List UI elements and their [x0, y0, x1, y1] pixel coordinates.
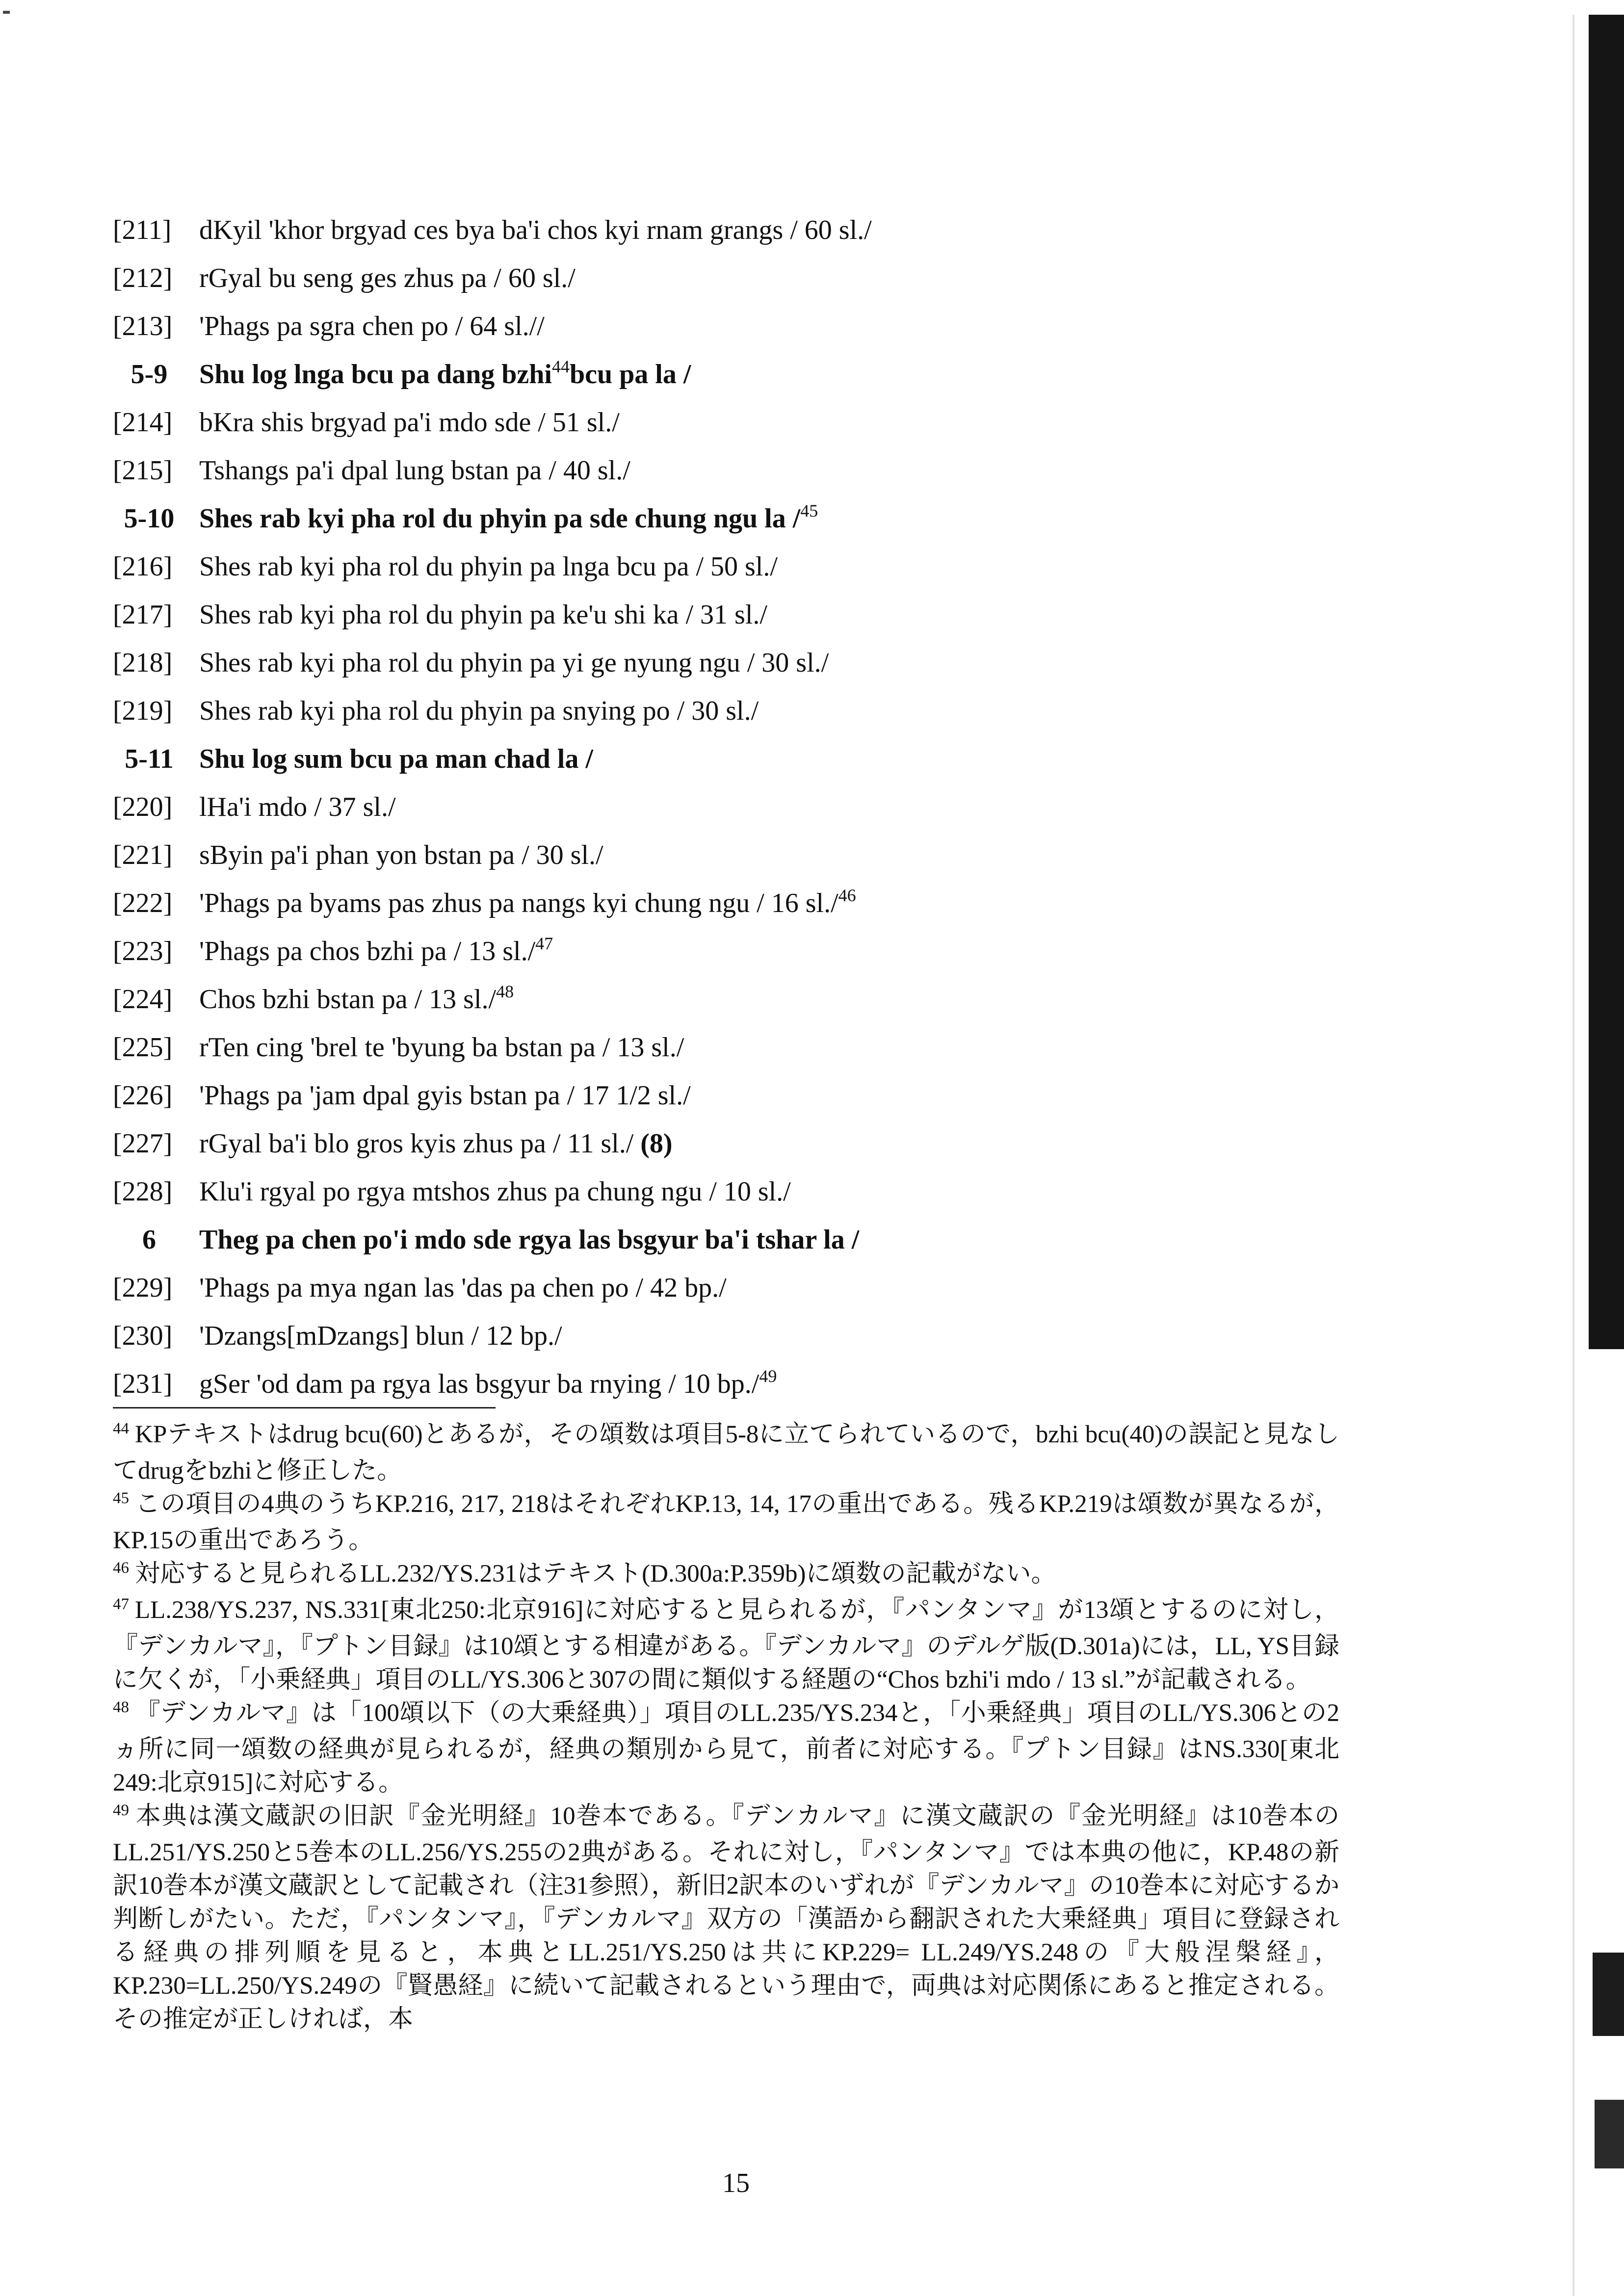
entry-text: 'Dzangs[mDzangs] blun / 12 bp./: [199, 1321, 562, 1351]
footnote-list: [113, 1418, 1339, 2036]
entry-number: [223]: [113, 936, 173, 966]
entry-text: gSer 'od dam pa rgya las bsgyur ba rnying / 10 bp./: [199, 1369, 760, 1399]
entry-title: [199, 206, 872, 254]
entry-text: 'Phags pa chos bzhi pa / 13 sl./: [199, 936, 536, 966]
entry-number: [217]: [113, 600, 173, 630]
entry-number: [225]: [113, 1032, 173, 1063]
entry-number: [216]: [113, 551, 173, 582]
entry-title: [199, 350, 691, 401]
entry-number: [218]: [113, 648, 173, 678]
entry-text: Tshangs pa'i dpal lung bstan pa / 40 sl./: [199, 455, 630, 486]
entry-text: bKra shis brgyad pa'i mdo sde / 51 sl./: [199, 407, 620, 438]
footnote-text: この項目の4典のうちKP.216, 217, 218はそれぞれKP.13, 14, 17の重出である。残るKP.219は頌数が異なるが，KP.15の重出であろう。: [113, 1490, 1339, 1554]
footnote: [113, 1696, 1339, 1800]
catalog-entry: [113, 1168, 1487, 1216]
catalog-entry: [113, 783, 1487, 831]
section-heading: [113, 495, 1487, 543]
entry-number: [226]: [113, 1080, 173, 1111]
entry-title: [199, 975, 514, 1026]
entry-title: [199, 1312, 562, 1360]
entry-title: [199, 1023, 684, 1071]
entry-title: [199, 1360, 777, 1411]
entry-number: [214]: [113, 407, 173, 438]
entry-mark: (8): [640, 1128, 673, 1159]
entry-text: rGyal bu seng ges zhus pa / 60 sl./: [199, 263, 576, 293]
entry-text: Chos bzhi bstan pa / 13 sl./: [199, 984, 497, 1015]
section-heading: [113, 350, 1487, 398]
entry-text: sByin pa'i phan yon bstan pa / 30 sl./: [199, 840, 603, 870]
footnote: [113, 1557, 1339, 1593]
entry-text: Theg pa chen po'i mdo sde rgya las bsgyur ba'i tshar la /: [199, 1225, 860, 1255]
footnote-number: 47: [113, 1595, 129, 1613]
section-heading: [113, 1216, 1487, 1264]
entry-number: [215]: [113, 455, 173, 486]
catalog-entry: [113, 398, 1487, 446]
entry-number: [212]: [113, 263, 173, 293]
scan-black-bar: [1595, 2100, 1624, 2168]
catalog-entry: [113, 975, 1487, 1023]
footnote-ref: 47: [535, 934, 553, 953]
entry-title: [199, 735, 593, 783]
footnote-ref: 45: [800, 501, 818, 521]
catalog-entry: [113, 1360, 1487, 1408]
scan-mark: [3, 11, 10, 14]
footnote-number: 48: [113, 1698, 129, 1716]
footnote-separator: [113, 1407, 496, 1409]
entry-text: Shes rab kyi pha rol du phyin pa sde chung ngu la /: [199, 503, 801, 534]
footnote-number: 49: [113, 1801, 129, 1819]
entry-text: rGyal ba'i blo gros kyis zhus pa / 11 sl./: [199, 1128, 641, 1159]
footnote-text: 対応すると見られるLL.232/YS.231はテキスト(D.300a:P.359b)に頌数の記載がない。: [135, 1560, 1056, 1588]
catalog-entry: [113, 543, 1487, 591]
entry-title: [199, 543, 778, 591]
entry-text: 'Phags pa byams pas zhus pa nangs kyi chung ngu / 16 sl./: [199, 888, 838, 918]
entry-title: [199, 495, 818, 546]
catalog-entry: [113, 1312, 1487, 1360]
entry-title: [199, 1264, 727, 1312]
entry-number: [213]: [113, 311, 173, 341]
entry-text: Shu log sum bcu pa man chad la /: [199, 744, 593, 774]
footnote-number: 46: [113, 1559, 129, 1577]
entry-title: [199, 1120, 673, 1168]
entry-title: [199, 446, 630, 495]
catalog-entry: [113, 1071, 1487, 1120]
entry-text: Shes rab kyi pha rol du phyin pa yi ge nyung ngu / 30 sl./: [199, 648, 829, 678]
entry-title: [199, 831, 603, 879]
entry-text: 'Phags pa sgra chen po / 64 sl.//: [199, 311, 545, 341]
footnote-number: 44: [113, 1420, 129, 1437]
scan-black-bar: [1589, 15, 1624, 1349]
footnote-text: KPテキストはdrug bcu(60)とあるが，その頌数は項目5-8に立てられているので，bzhi bcu(40)の誤記と見なしてdrugをbzhiと修正した。: [113, 1421, 1339, 1485]
entry-number: [224]: [113, 984, 173, 1015]
catalog-entry: [113, 687, 1487, 735]
catalog-entry-list: [113, 206, 1487, 1408]
entry-number: 5-9: [131, 359, 168, 390]
footnote-ref: 48: [496, 982, 514, 1001]
footnote-text: 本典は漢文蔵訳の旧訳『金光明経』10巻本である。『デンカルマ』に漢文蔵訳の『金光明経』は10巻本のLL.251/YS.250と5巻本のLL.256/YS.255の2典がある。それに対し，『パンタンマ』では本典の他に，KP.48の新訳10巻本が漢文蔵訳として記載され（注31参照），新旧2訳本のいずれが『デンカルマ』の10巻本に対応するか判断しがたい。ただ，『パンタンマ』，『デンカルマ』双方の「漢語から翻訳された大乗経典」項目に登録される経典の排列順を見ると，本典とLL.251/YS.250は共にKP.229= LL.249/YS.248の『大般涅槃経』，KP.230=LL.250/YS.249の『賢愚経』に続いて記載されるという理由で，両典は対応関係にあると推定される。その推定が正しければ，本: [113, 1802, 1339, 2033]
entry-title: [199, 398, 620, 446]
entry-number: [229]: [113, 1273, 173, 1303]
entry-title: [199, 1216, 859, 1264]
entry-title: [199, 927, 553, 978]
catalog-entry: [113, 591, 1487, 639]
entry-number: [231]: [113, 1369, 173, 1399]
entry-title: [199, 302, 545, 350]
footnote: [113, 1800, 1339, 2036]
catalog-entry: [113, 831, 1487, 879]
footnote-number: 45: [113, 1489, 129, 1507]
scan-edge-shadow: [1572, 15, 1574, 2296]
entry-number: [211]: [113, 215, 172, 245]
entry-text: Shu log lnga bcu pa dang bzhi: [199, 359, 552, 390]
footnote-ref: 46: [838, 886, 856, 905]
entry-number: [219]: [113, 696, 173, 726]
catalog-entry: [113, 302, 1487, 350]
entry-title: [199, 254, 576, 302]
entry-number: [230]: [113, 1321, 173, 1351]
catalog-entry: [113, 254, 1487, 302]
entry-title: [199, 1168, 791, 1216]
catalog-entry: [113, 1023, 1487, 1071]
entry-text: 'Phags pa mya ngan las 'das pa chen po / 42 bp./: [199, 1273, 727, 1303]
entry-number: [228]: [113, 1176, 173, 1207]
catalog-entry: [113, 927, 1487, 975]
entry-title: [199, 687, 759, 735]
catalog-entry: [113, 639, 1487, 687]
footnote: [113, 1418, 1339, 1487]
entry-number: 5-10: [124, 503, 175, 534]
entry-title: [199, 879, 856, 930]
catalog-entry: [113, 879, 1487, 927]
entry-title: [199, 591, 767, 639]
entry-number: [221]: [113, 840, 173, 870]
footnote-text: LL.238/YS.237, NS.331[東北250:北京916]に対応すると見られるが，『パンタンマ』が13頌とするのに対し，『デンカルマ』，『プトン目録』は10頌とする相違がある。『デンカルマ』のデルゲ版(D.301a)には，LL, YS目録に欠くが，「小乗経典」項目のLL/YS.306と307の間に類似する経題の“Chos bzhi'i mdo / 13 sl.”が記載される。: [113, 1596, 1339, 1694]
entry-text: rTen cing 'brel te 'byung ba bstan pa / 13 sl./: [199, 1032, 684, 1063]
entry-number: [222]: [113, 888, 173, 918]
footnote-ref: 49: [759, 1366, 777, 1386]
entry-number: 6: [142, 1225, 156, 1255]
entry-title: [199, 639, 829, 687]
entry-text: Klu'i rgyal po rgya mtshos zhus pa chung ngu / 10 sl./: [199, 1176, 791, 1207]
catalog-entry: [113, 1120, 1487, 1168]
entry-number: 5-11: [125, 744, 174, 774]
entry-text: Shes rab kyi pha rol du phyin pa snying po / 30 sl./: [199, 696, 759, 726]
entry-text: Shes rab kyi pha rol du phyin pa lnga bcu pa / 50 sl./: [199, 551, 778, 582]
entry-text: lHa'i mdo / 37 sl./: [199, 792, 396, 822]
section-heading: [113, 735, 1487, 783]
entry-text: 'Phags pa 'jam dpal gyis bstan pa / 17 1/2 sl./: [199, 1080, 691, 1111]
entry-number: [220]: [113, 792, 173, 822]
catalog-entry: [113, 1264, 1487, 1312]
entry-title: [199, 1071, 691, 1120]
footnote: [113, 1487, 1339, 1557]
entry-number: [227]: [113, 1128, 173, 1159]
entry-text-continued: bcu pa la /: [569, 359, 691, 390]
entry-text: Shes rab kyi pha rol du phyin pa ke'u shi ka / 31 sl./: [199, 600, 767, 630]
catalog-entry: [113, 206, 1487, 254]
page-number: 15: [722, 2168, 750, 2198]
footnote-text: 『デンカルマ』は「100頌以下（の大乗経典）」項目のLL.235/YS.234と，「小乗経典」項目のLL/YS.306との2ヵ所に同一頌数の経典が見られるが，経典の類別から見て，前者に対応する。『プトン目録』はNS.330[東北249:北京915]に対応する。: [113, 1699, 1339, 1797]
footnote-ref: 44: [551, 357, 570, 376]
footnote: [113, 1593, 1339, 1696]
scan-black-bar: [1593, 1953, 1624, 2036]
catalog-entry: [113, 446, 1487, 495]
entry-title: [199, 783, 396, 831]
entry-text: dKyil 'khor brgyad ces bya ba'i chos kyi rnam grangs / 60 sl./: [199, 215, 872, 245]
